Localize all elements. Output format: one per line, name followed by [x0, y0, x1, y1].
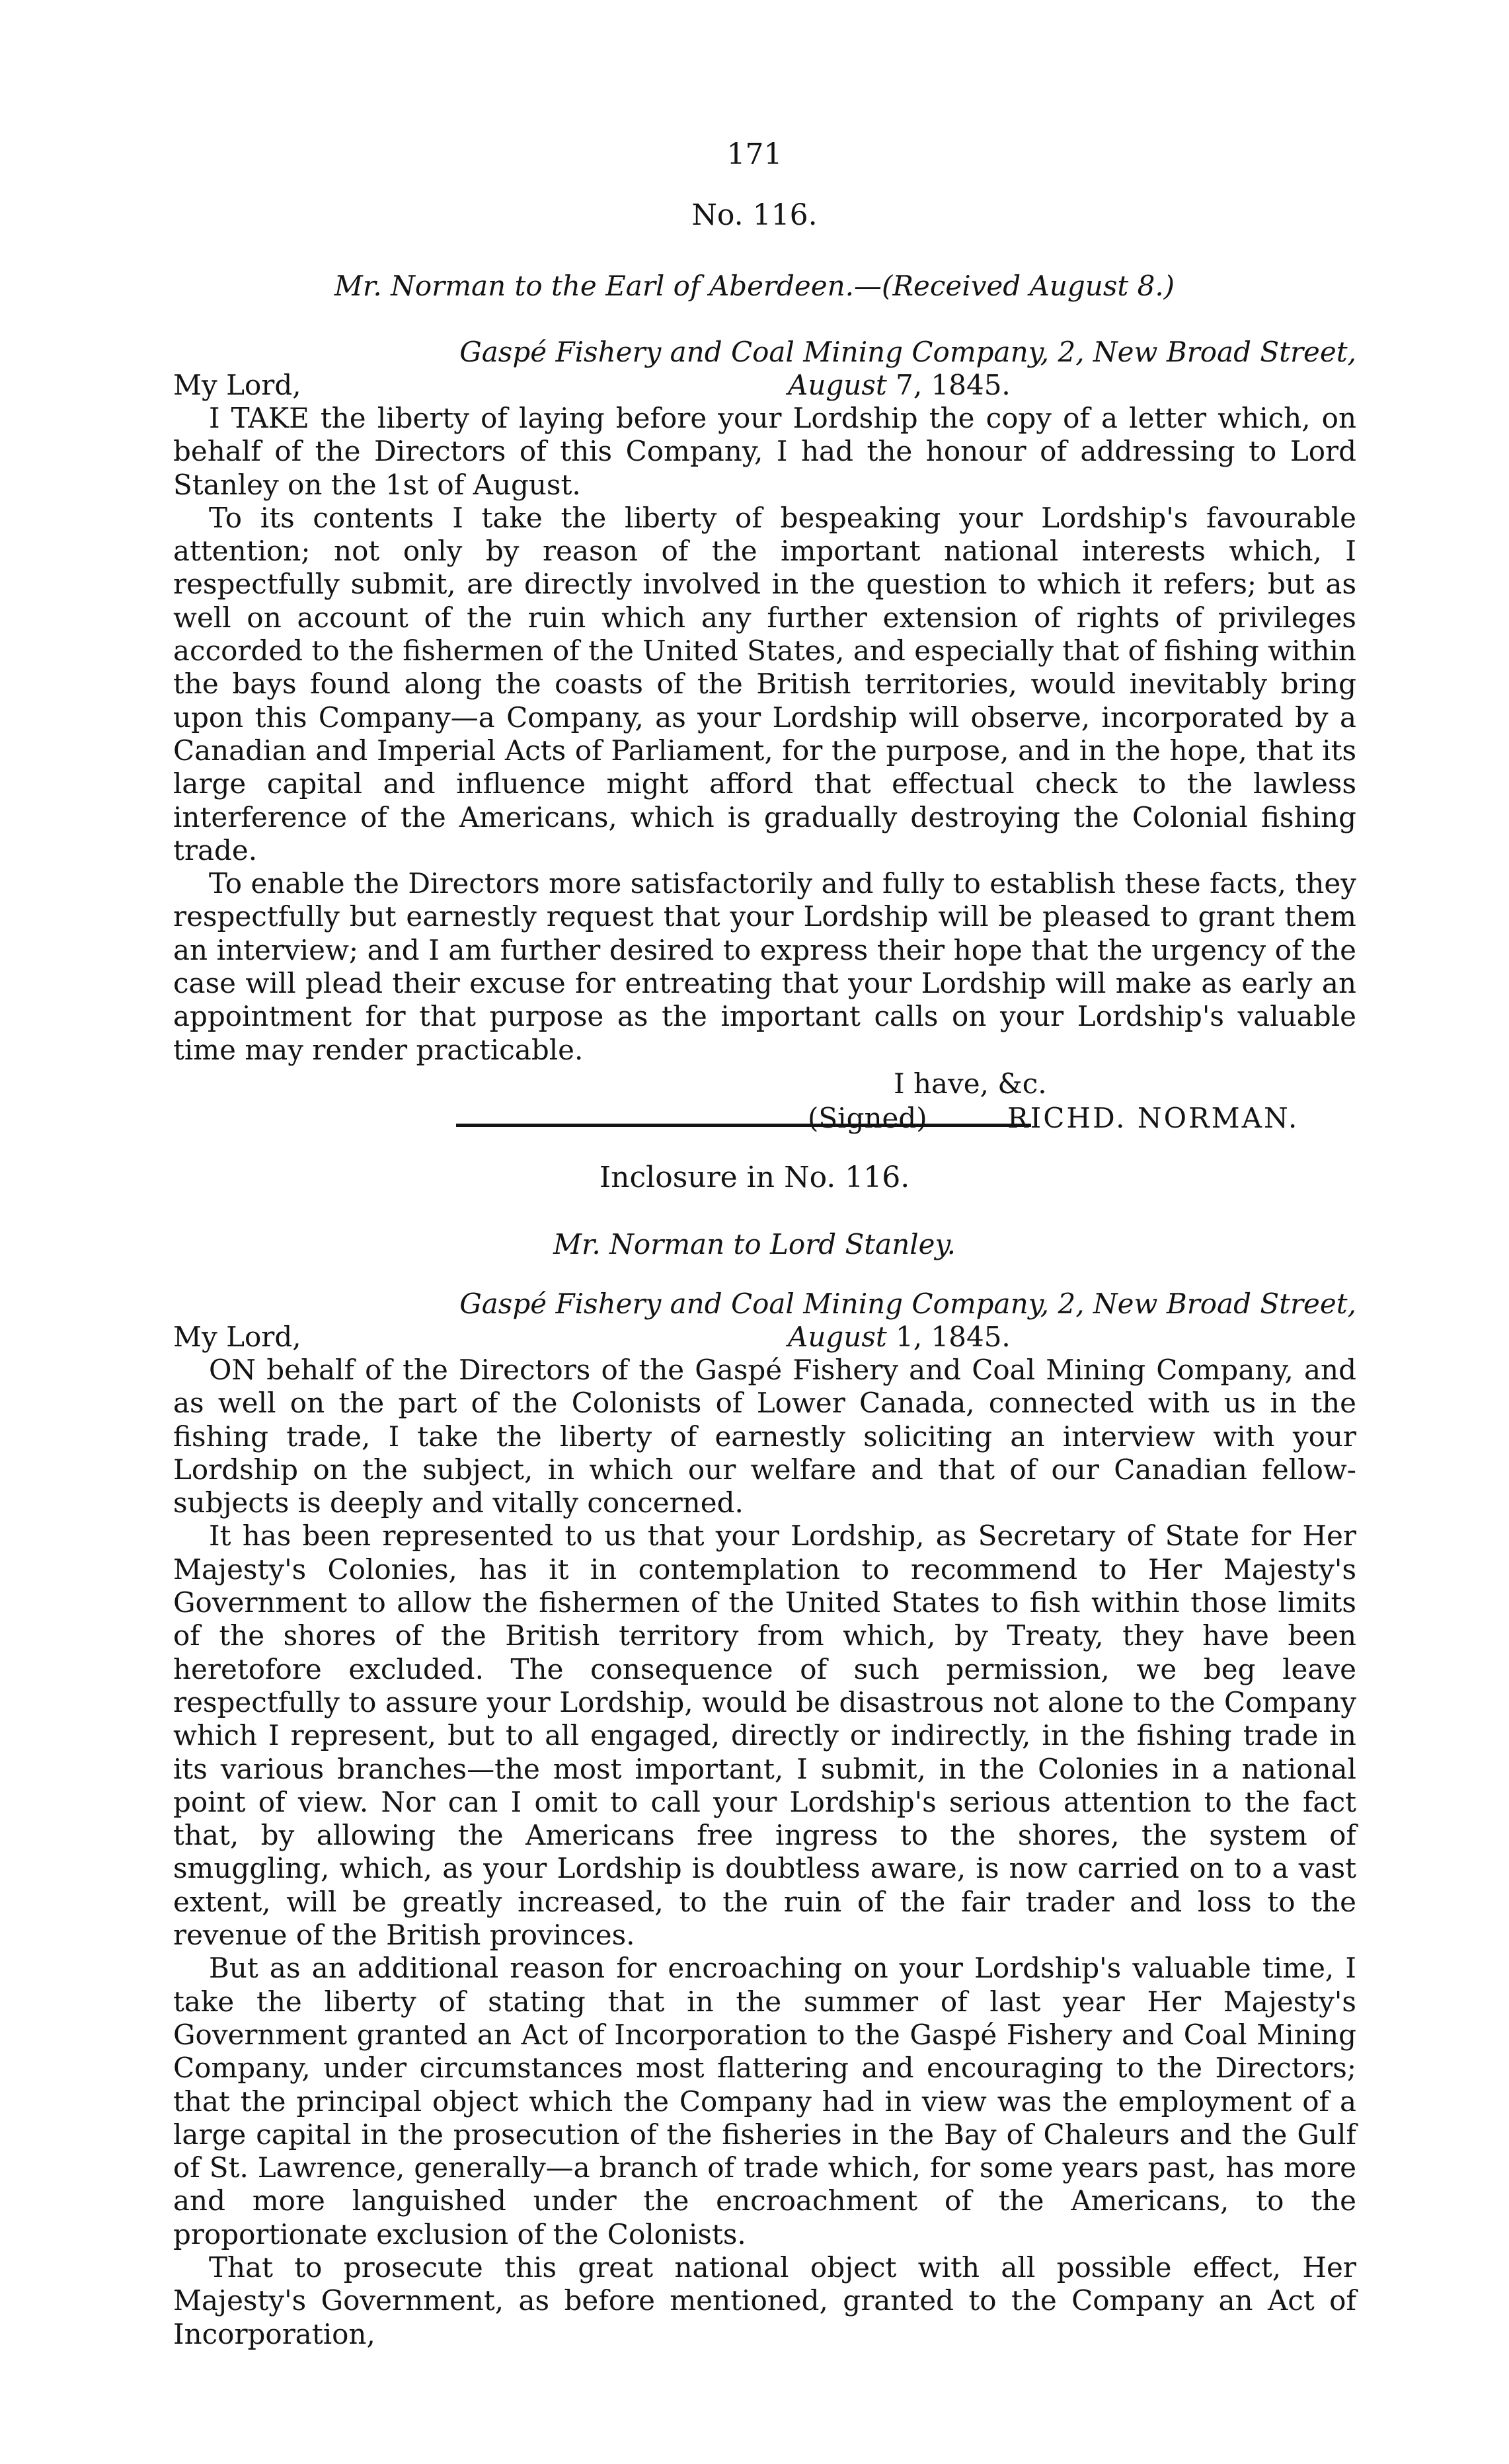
letter1-date-month: August	[788, 369, 887, 401]
letter1-heading-text: Mr. Norman to the Earl of Aberdeen.	[334, 270, 855, 302]
letter1-address: Gaspé Fishery and Coal Mining Company, 2, New Broad Street,	[459, 336, 1356, 368]
letter2-paragraph-1: ON behalf of the Directors of the Gaspé Fishery and Coal Mining Company, and as well on the part of the Colonists of Lower Canada, connected with us in the fishing trade, I take the liberty of earnestly soliciting an interview with your Lordship on the subject, in which our welfare and that of our Canadian fellow-subjects is deeply and vitally concerned.	[173, 1354, 1356, 1520]
letter2-paragraph-3: But as an additional reason for encroaching on your Lordship's valuable time, I take the liberty of stating that in the summer of last year Her Majesty's Government granted an Act of Incorporation to the Gaspé Fishery and Coal Mining Company, under circumstances most flattering and encouraging to the Directors; that the principal object which the Company had in view was the employment of a large capital in the prosecution of the fisheries in the Bay of Chaleurs and the Gulf of St. Lawrence, generally—a branch of trade which, for some years past, has more and more languished under the encroachment of the Americans, to the proportionate exclusion of the Colonists.	[173, 1952, 1356, 2251]
letter2-salutation-row	[173, 1321, 1356, 1354]
letter2-paragraph-2: It has been represented to us that your Lordship, as Secretary of State for Her Majesty's Colonies, has it in contemplation to recommend to Her Majesty's Government to allow the fishermen of the United States to fish within those limits of the shores of the British territory from which, by Treaty, they have been heretofore excluded. The consequence of such permission, we beg leave respectfully to assure your Lordship, would be disastrous not alone to the Company which I represent, but to all engaged, directly or indirectly, in the fishing trade in its various branches—the most important, I submit, in the Colonies in a national point of view. Nor can I omit to call your Lordship's serious attention to the fact that, by allowing the Americans free ingress to the shores, the system of smuggling, which, as your Lordship is doubtless aware, is now carried on to a vast extent, will be greatly increased, to the ruin of the fair trader and loss to the revenue of the British provinces.	[173, 1520, 1356, 1952]
letter1-paragraph-3: To enable the Directors more satisfactorily and fully to establish these facts, they respectfully but earnestly request that your Lordship will be pleased to grant them an interview; and I am further desired to express their hope that the urgency of the case will plead their excuse for entreating that your Lordship will make as early an appointment for that purpose as the important calls on your Lordship's valuable time may render practicable.	[173, 867, 1356, 1066]
letter1-paragraph-2: To its contents I take the liberty of bespeaking your Lordship's favourable attention; not only by reason of the important national interests which, I respectfully submit, are directly involved in the question to which it refers; but as well on account of the ruin which any further extension of rights of privileges accorded to the fishermen of the United States, and especially that of fishing within the bays found along the coasts of the British territories, would inevitably bring upon this Company—a Company, as your Lordship will observe, incorporated by a Canadian and Imperial Acts of Parliament, for the purpose, and in the hope, that its large capital and influence might afford that effectual check to the lawless interference of the Americans, which is gradually destroying the Colonial fishing trade.	[173, 501, 1356, 866]
letter1-date	[788, 369, 1011, 402]
letter2-paragraph-4: That to prosecute this great national object with all possible effect, Her Majesty's Government, as before mentioned, granted to the Company an Act of Incorporation,	[173, 2251, 1356, 2350]
page-number: 171	[726, 137, 783, 171]
section-divider	[456, 1124, 1031, 1127]
letter2-date	[788, 1321, 1011, 1354]
letter1-received-note: —(Received August 8.)	[854, 270, 1175, 302]
letter1-block	[173, 336, 1356, 1136]
letter1-signature: RICHD. NORMAN.	[1007, 1101, 1299, 1134]
letter1-salutation: My Lord,	[173, 369, 301, 401]
letter1-heading	[0, 270, 1509, 302]
letter2-date-rest: 1, 1845.	[896, 1321, 1011, 1353]
enclosure-title: Inclosure in No. 116.	[599, 1161, 910, 1194]
letter2-date-month: August	[788, 1321, 887, 1353]
letter1-closing: I have, &c.	[894, 1067, 1047, 1100]
letter2-address: Gaspé Fishery and Coal Mining Company, 2, New Broad Street,	[459, 1288, 1356, 1320]
letter1-salutation-row	[173, 369, 1356, 402]
letter1-signed-label: (Signed)	[808, 1101, 927, 1134]
document-number: No. 116.	[691, 198, 818, 232]
letter2-heading: Mr. Norman to Lord Stanley.	[553, 1228, 956, 1260]
letter2-salutation: My Lord,	[173, 1321, 301, 1353]
letter2-block	[173, 1288, 1356, 2351]
letter1-paragraph-1: I TAKE the liberty of laying before your Lordship the copy of a letter which, on behalf of the Directors of this Company, I had the honour of addressing to Lord Stanley on the 1st of August.	[173, 402, 1356, 501]
letter1-date-rest: 7, 1845.	[896, 369, 1011, 401]
